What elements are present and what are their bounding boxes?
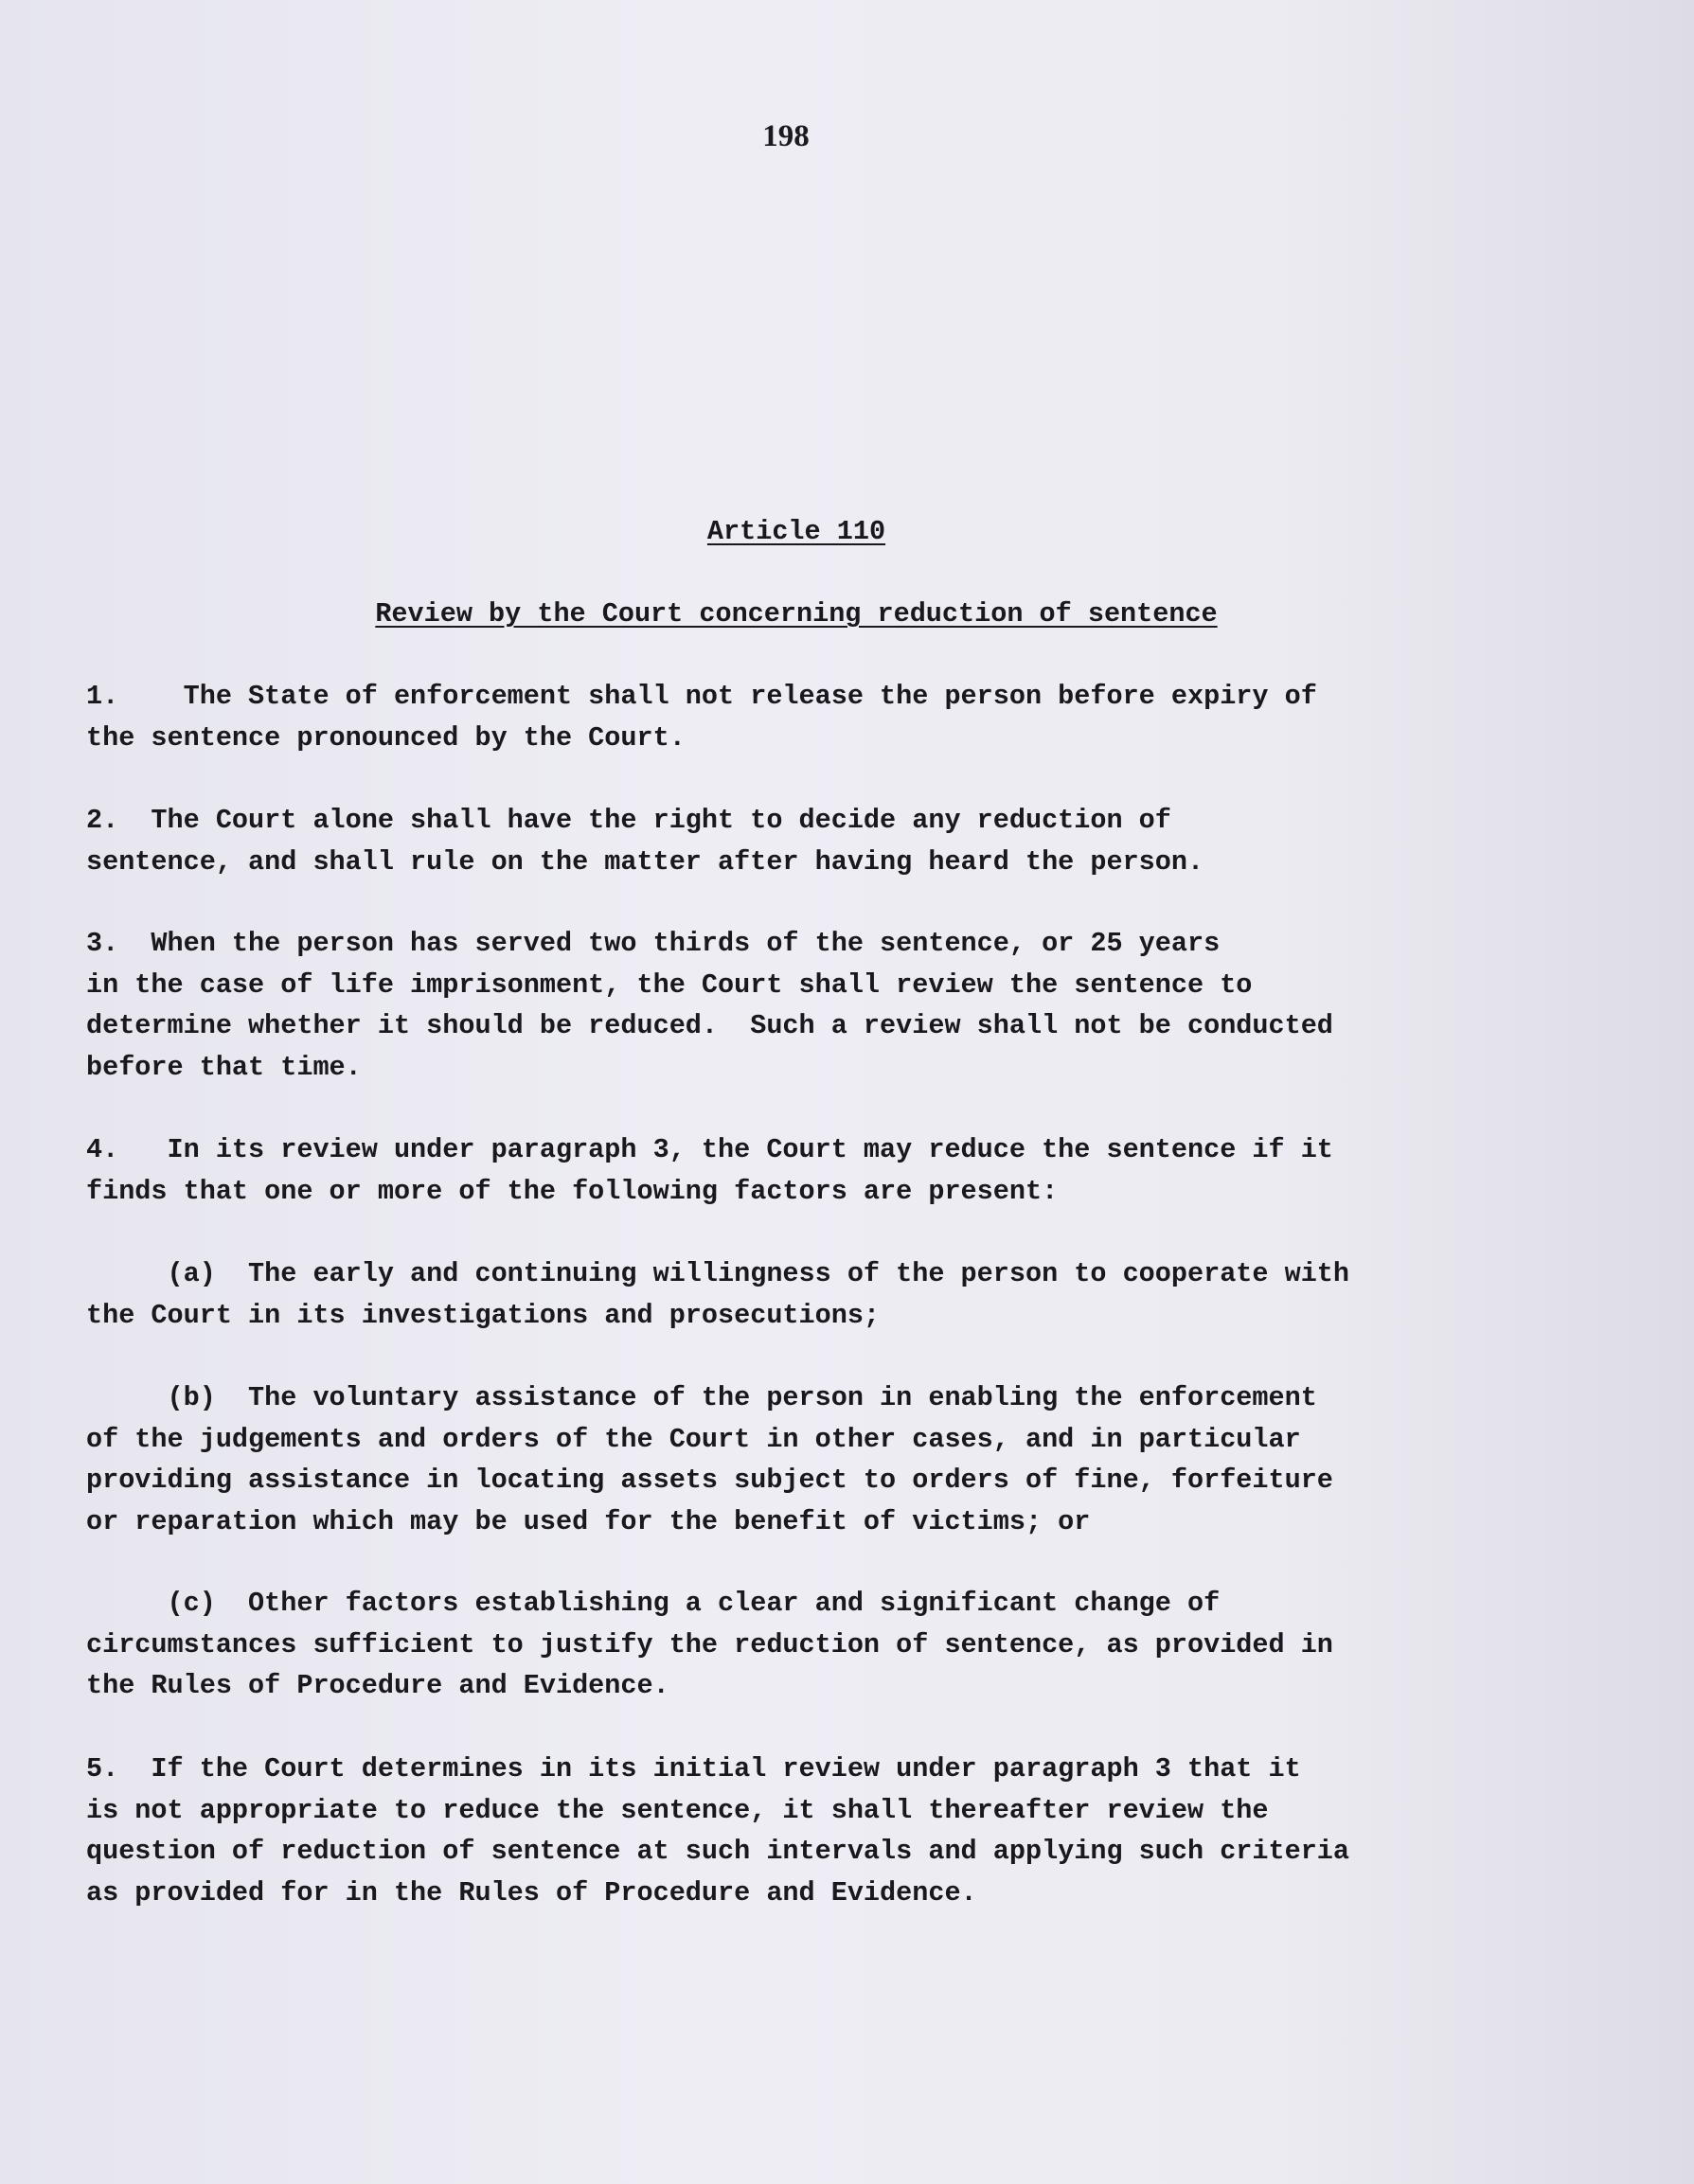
paragraph-line: the Rules of Procedure and Evidence. — [86, 1670, 669, 1701]
paragraph-line: sentence, and shall rule on the matter after having heard the person. — [86, 845, 1204, 878]
paragraph-line: is not appropriate to reduce the sentence, it shall thereafter review the — [86, 1794, 1269, 1826]
paragraph-line: 3. When the person has served two thirds of the sentence, or 25 years — [86, 928, 1221, 959]
paragraph-line: 5. If the Court determines in its initial review under paragraph 3 that it — [86, 1753, 1301, 1784]
paragraph-line: circumstances sufficient to justify the reduction of sentence, as provided in — [86, 1628, 1333, 1660]
paragraph-line: (b) The voluntary assistance of the person in enabling the enforcement — [86, 1382, 1317, 1413]
article-subtitle: Review by the Court concerning reduction of sentence — [375, 598, 1218, 630]
page-number: 198 — [762, 119, 810, 153]
subparagraph-b — [86, 1377, 1507, 1542]
paragraph-line: of the judgements and orders of the Court in other cases, and in particular — [86, 1423, 1301, 1455]
paragraph-line: as provided for in the Rules of Procedure and Evidence. — [86, 1876, 977, 1909]
paragraph-line: 2. The Court alone shall have the right to decide any reduction of — [86, 805, 1171, 836]
subparagraph-c — [86, 1583, 1507, 1707]
paragraph-line: (c) Other factors establishing a clear and significant change of — [86, 1588, 1221, 1619]
article-title: Article 110 — [706, 516, 886, 547]
paragraph-line: the Court in its investigations and prosecutions; — [86, 1299, 881, 1331]
paragraph-5 — [86, 1749, 1507, 1913]
paragraph-line: in the case of life imprisonment, the Court shall review the sentence to — [86, 968, 1253, 1001]
paragraph-2 — [86, 800, 1507, 882]
paragraph-line: or reparation which may be used for the benefit of victims; or — [86, 1505, 1091, 1537]
subparagraph-a — [86, 1253, 1507, 1336]
paragraph-line: determine whether it should be reduced. Such a review shall not be conducted — [86, 1010, 1333, 1041]
paragraph-line: 4. In its review under paragraph 3, the Court may reduce the sentence if it — [86, 1134, 1333, 1165]
paragraph-line: (a) The early and continuing willingness of the person to cooperate with — [86, 1258, 1350, 1289]
paragraph-line: finds that one or more of the following factors are present: — [86, 1175, 1059, 1207]
paragraph-4 — [86, 1129, 1507, 1212]
paragraph-line: before that time. — [86, 1051, 362, 1083]
paragraph-line: providing assistance in locating assets subject to orders of fine, forfeiture — [86, 1465, 1333, 1496]
paragraph-line: the sentence pronounced by the Court. — [86, 721, 686, 754]
paragraph-line: question of reduction of sentence at such intervals and applying such criteria — [86, 1836, 1350, 1867]
paragraph-1 — [86, 676, 1507, 758]
paragraph-line: 1. The State of enforcement shall not release the person before expiry of — [86, 681, 1317, 712]
paragraph-3 — [86, 923, 1507, 1088]
